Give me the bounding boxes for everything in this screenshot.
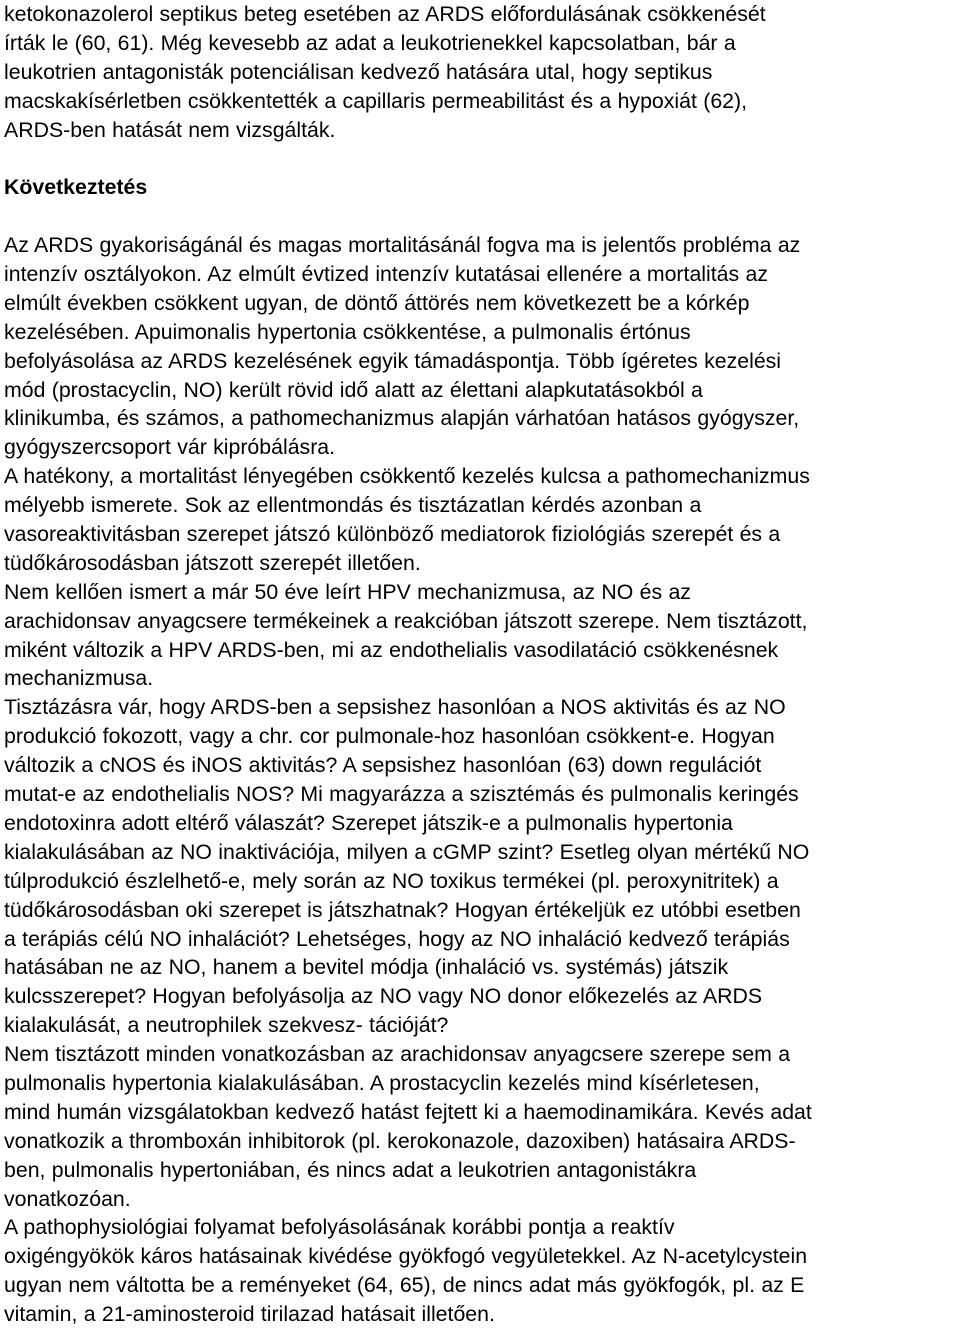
text-line: tüdőkárosodásban játszott szerepét illetően. (4, 550, 421, 575)
paragraph-conclusion-6 (4, 1213, 956, 1329)
text-line: Nem tisztázott minden vonatkozásban az arachidonsav anyagcsere szerepe sem a (4, 1042, 791, 1067)
text-line: klinikumba, és számos, a pathomechanizmus alapján várhatóan hatásos gyógyszer, (4, 406, 800, 431)
paragraph-conclusion-3 (4, 578, 956, 694)
text-line: kialakulását, a neutrophilek szekvesz- tációját? (4, 1013, 449, 1038)
text-line: mind humán vizsgálatokban kedvező hatást fejtett ki a haemodinamikára. Kevés adat (4, 1099, 812, 1124)
section-heading: Következtetés (4, 175, 148, 200)
paragraph-conclusion-2 (4, 462, 956, 578)
text-line: hatásában ne az NO, hanem a bevitel módja (inhaláció vs. systémás) játszik (4, 955, 729, 980)
paragraph-conclusion-1 (4, 231, 956, 462)
text-line: kulcsszerepet? Hogyan befolyásolja az NO vagy NO donor előkezelés az ARDS (4, 984, 763, 1009)
text-line: tüdőkárosodásban oki szerepet is játszhatnak? Hogyan értékeljük ez utóbbi esetben (4, 897, 801, 922)
text-line: intenzív osztályokon. Az elmúlt évtized intenzív kutatásai ellenére a mortalitás az (4, 262, 768, 287)
text-line: arachidonsav anyagcsere termékeinek a reakcióban játszott szerepe. Nem tisztázott, (4, 608, 808, 633)
text-line: miként változik a HPV ARDS-ben, mi az endothelialis vasodilatáció csökkenésnek (4, 637, 779, 662)
text-line: ketokonazolerol septikus beteg esetében az ARDS előfordulásának csökkenését (4, 2, 766, 26)
text-line: túlprodukció észlelhető-e, mely során az NO toxikus termékei (pl. peroxynitritek) a (4, 868, 779, 893)
text-line: ARDS-ben hatását nem vizsgálták. (4, 117, 336, 142)
text-line: kezelésében. Apuimonalis hypertonia csökkentése, a pulmonalis értónus (4, 319, 691, 344)
text-line: vasoreaktivitásban szerepet játszó különböző mediatorok fiziológiás szerepét és a (4, 522, 781, 547)
text-line: oxigéngyökök káros hatásainak kivédése gyökfogó vegyületekkel. Az N-acetylcystein (4, 1244, 808, 1269)
text-line: Az ARDS gyakoriságánál és magas mortalitásánál fogva ma is jelentős probléma az (4, 233, 801, 258)
text-line: írták le (60, 61). Még kevesebb az adat a leukotrienekkel kapcsolatban, bár a (4, 30, 736, 55)
text-line: A pathophysiológiai folyamat befolyásolásának korábbi pontja a reaktív (4, 1215, 675, 1240)
text-line: ugyan nem váltotta be a reményeket (64, 65), de nincs adat más gyökfogók, pl. az E (4, 1273, 805, 1298)
text-line: vitamin, a 21-aminosteroid tirilazad hatásait illetően. (4, 1302, 495, 1327)
paragraph-conclusion-5 (4, 1040, 956, 1213)
text-line: vonatkozik a thromboxán inhibitorok (pl. kerokonazole, dazoxiben) hatásaira ARDS- (4, 1128, 796, 1153)
text-line: befolyásolása az ARDS kezelésének egyik támadáspontja. Több ígéretes kezelési (4, 348, 782, 373)
text-line: produkció fokozott, vagy a chr. cor pulmonale-hoz hasonlóan csökkent-e. Hogyan (4, 724, 775, 749)
text-line: A hatékony, a mortalitást lényegében csökkentő kezelés kulcsa a pathomechanizmus (4, 464, 810, 489)
text-line: mutat-e az endothelialis NOS? Mi magyarázza a szisztémás és pulmonalis keringés (4, 782, 799, 807)
paragraph-conclusion-4 (4, 693, 956, 1040)
blank-line (4, 202, 956, 231)
text-line: a terápiás célú NO inhalációt? Lehetséges, hogy az NO inhaláció kedvező terápiás (4, 926, 790, 951)
text-line: Nem kellően ismert a már 50 éve leírt HPV mechanizmusa, az NO és az (4, 579, 691, 604)
text-line: ben, pulmonalis hypertoniában, és nincs adat a leukotrien antagonistákra (4, 1157, 697, 1182)
text-line: pulmonalis hypertonia kialakulásában. A prostacyclin kezelés mind kísérletesen, (4, 1070, 760, 1095)
text-line: endotoxinra adott eltérő válaszát? Szerepet játszik-e a pulmonalis hypertonia (4, 810, 733, 835)
text-line: vonatkozóan. (4, 1186, 131, 1211)
text-line: gyógyszercsoport vár kipróbálásra. (4, 435, 336, 460)
text-line: Tisztázásra vár, hogy ARDS-ben a sepsishez hasonlóan a NOS aktivitás és az NO (4, 695, 786, 720)
text-line: mechanizmusa. (4, 666, 154, 691)
text-line: mélyebb ismerete. Sok az ellentmondás és tisztázatlan kérdés azonban a (4, 493, 702, 518)
blank-line (4, 144, 956, 173)
text-line: kialakulásában az NO inaktivációja, milyen a cGMP szint? Esetleg olyan mértékű NO (4, 839, 810, 864)
text-line: macskakísérletben csökkentették a capillaris permeabilitást és a hypoxiát (62), (4, 88, 748, 113)
text-line: mód (prostacyclin, NO) került rövid idő alatt az élettani alapkutatásokból a (4, 377, 703, 402)
document-page (4, 0, 956, 1329)
text-line: elmúlt években csökkent ugyan, de döntő áttörés nem következett be a kórkép (4, 290, 750, 315)
text-line: leukotrien antagonisták potenciálisan kedvező hatására utal, hogy septikus (4, 59, 713, 84)
intro-paragraph (4, 0, 956, 144)
text-line: változik a cNOS és iNOS aktivitás? A sepsishez hasonlóan (63) down regulációt (4, 753, 762, 778)
